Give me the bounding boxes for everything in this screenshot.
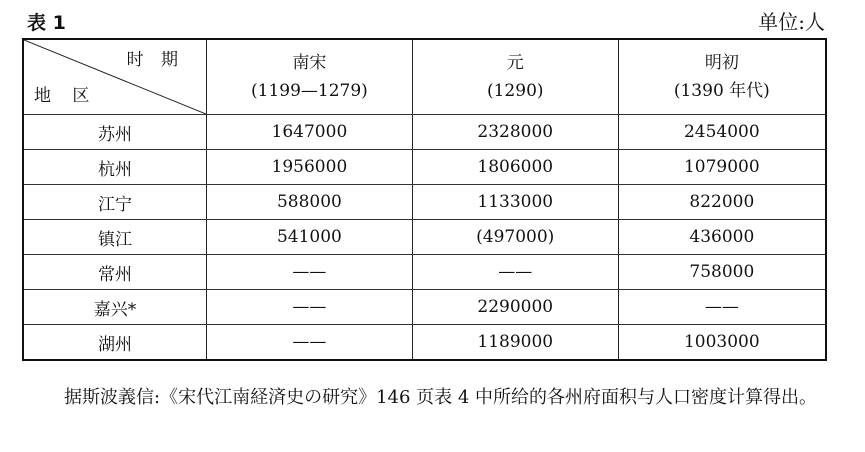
value-cell: 758000 bbox=[618, 255, 826, 290]
value-cell: 1079000 bbox=[618, 150, 826, 185]
region-cell: 湖州 bbox=[23, 325, 207, 361]
column-name: 元 bbox=[506, 53, 524, 73]
value-cell: 1189000 bbox=[412, 325, 618, 361]
population-table bbox=[22, 38, 827, 361]
header-row bbox=[23, 39, 826, 115]
value-cell: 2290000 bbox=[412, 290, 618, 325]
value-cell: —— bbox=[207, 290, 413, 325]
table-label: 表 1 bbox=[27, 12, 66, 34]
value-cell: —— bbox=[618, 290, 826, 325]
value-cell: 2328000 bbox=[412, 115, 618, 150]
source-footnote: 据斯波義信:《宋代江南経済史の研究》146 页表 4 中所给的各州府面积与人口密度计算得出。 bbox=[64, 387, 818, 408]
value-cell: —— bbox=[207, 325, 413, 361]
value-cell: —— bbox=[412, 255, 618, 290]
table-row bbox=[23, 220, 826, 255]
value-cell: (497000) bbox=[412, 220, 618, 255]
region-header: 地 区 bbox=[34, 86, 98, 106]
value-cell: —— bbox=[207, 255, 413, 290]
region-cell: 嘉兴* bbox=[23, 290, 207, 325]
value-cell: 822000 bbox=[618, 185, 826, 220]
table-row bbox=[23, 185, 826, 220]
value-cell: 1956000 bbox=[207, 150, 413, 185]
region-cell: 镇江 bbox=[23, 220, 207, 255]
region-cell: 常州 bbox=[23, 255, 207, 290]
table-row bbox=[23, 325, 826, 361]
value-cell: 1133000 bbox=[412, 185, 618, 220]
value-cell: 1806000 bbox=[412, 150, 618, 185]
column-years: (1199—1279) bbox=[251, 81, 368, 101]
region-cell: 苏州 bbox=[23, 115, 207, 150]
column-name: 明初 bbox=[704, 53, 739, 73]
value-cell: 1003000 bbox=[618, 325, 826, 361]
diagonal-header-cell bbox=[23, 39, 207, 115]
column-header-early-ming bbox=[618, 39, 826, 115]
value-cell: 541000 bbox=[207, 220, 413, 255]
unit-label: 单位:人 bbox=[758, 10, 825, 34]
table-row bbox=[23, 290, 826, 325]
value-cell: 2454000 bbox=[618, 115, 826, 150]
region-cell: 江宁 bbox=[23, 185, 207, 220]
value-cell: 588000 bbox=[207, 185, 413, 220]
column-years: (1390 年代) bbox=[673, 81, 770, 101]
column-header-southern-song bbox=[207, 39, 413, 115]
region-cell: 杭州 bbox=[23, 150, 207, 185]
table-row bbox=[23, 255, 826, 290]
period-header: 时 期 bbox=[126, 50, 184, 70]
table-row bbox=[23, 150, 826, 185]
column-name: 南宋 bbox=[292, 53, 327, 73]
value-cell: 1647000 bbox=[207, 115, 413, 150]
column-years: (1290) bbox=[486, 81, 544, 101]
value-cell: 436000 bbox=[618, 220, 826, 255]
column-header-yuan bbox=[412, 39, 618, 115]
table-row bbox=[23, 115, 826, 150]
